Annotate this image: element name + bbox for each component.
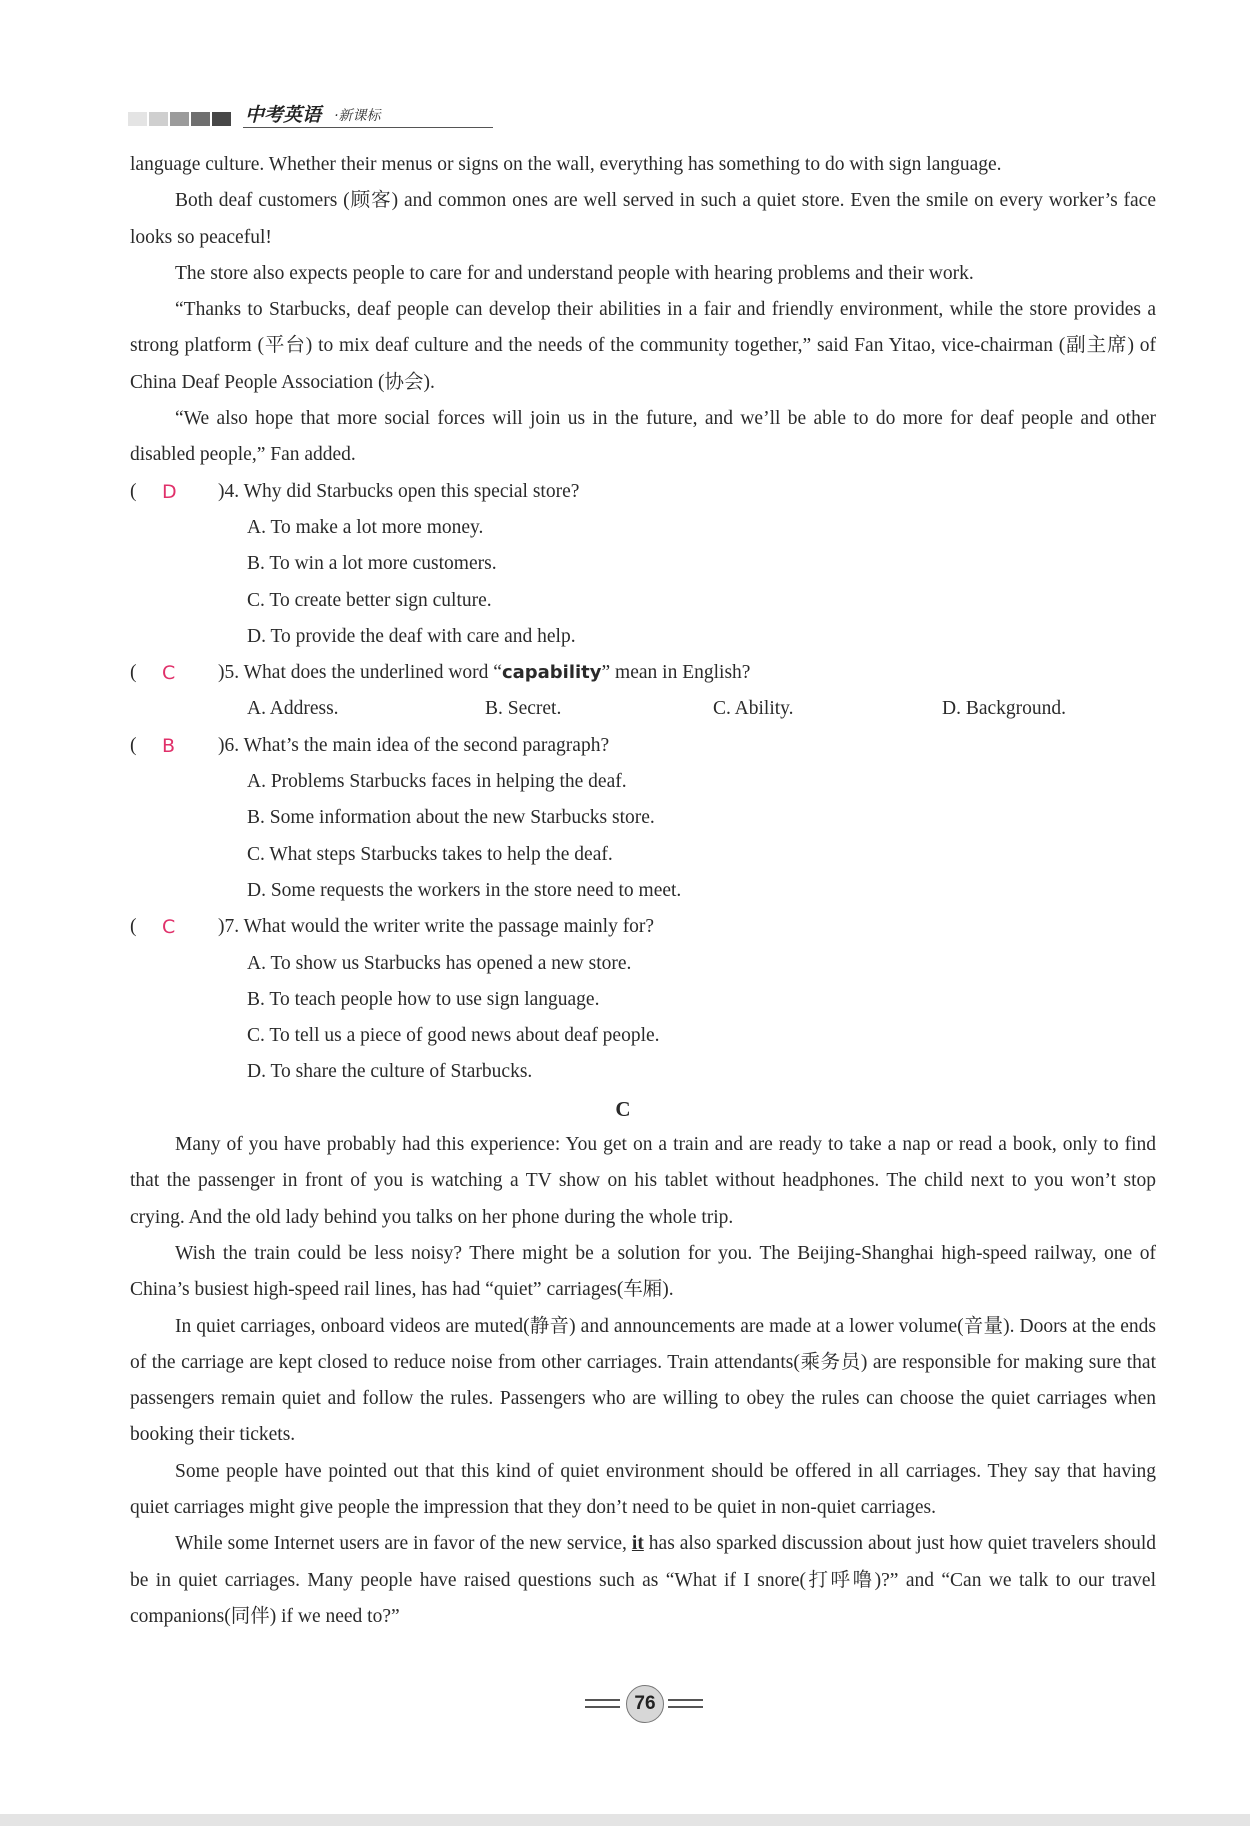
option: A. Address.: [247, 698, 339, 720]
option: A. To make a lot more money.: [247, 516, 484, 538]
answer-paren: (: [130, 734, 137, 756]
section-label: C: [615, 1096, 631, 1121]
answer-paren: (: [130, 480, 137, 502]
option: A. To show us Starbucks has opened a new store.: [247, 952, 632, 974]
answer-paren: (: [130, 916, 137, 938]
header-block: [170, 112, 189, 126]
question-text-after: ” mean in English?: [601, 662, 751, 684]
passage-c-paragraph: Some people have pointed out that this kind of quiet environment should be offered in all carriages. They say that having quiet carriages might give people the impression that they don’t need to be quiet in non-quiet carriages.: [130, 1460, 1156, 1518]
question-7: [130, 909, 1156, 945]
option: D. To share the culture of Starbucks.: [247, 1061, 533, 1083]
page-number-rule: [585, 1706, 620, 1708]
question-6: [130, 728, 1156, 764]
answer-mark: C: [162, 662, 176, 685]
paragraph-text-before: While some Internet users are in favor of the new service,: [175, 1533, 632, 1555]
passage-b-paragraph: Both deaf customers (顾客) and common ones are well served in such a quiet store. Even the smile on every worker’s face looks so peaceful!: [130, 190, 1156, 248]
passage-c-paragraph: [130, 1526, 1156, 1635]
option: D. To provide the deaf with care and help.: [247, 625, 576, 647]
page-number-rule: [668, 1706, 703, 1708]
page-number-rule: [668, 1699, 703, 1701]
question-text: [218, 655, 750, 691]
answer-mark: D: [162, 480, 177, 503]
question-text: )7. What would the writer write the passage mainly for?: [218, 916, 655, 938]
header-rule: [243, 127, 493, 128]
option: C. To tell us a piece of good news about deaf people.: [247, 1025, 660, 1047]
book-subtitle: ·新课标: [334, 108, 381, 124]
passage-b-paragraph: “We also hope that more social forces will join us in the future, and we’ll be able to do more for deaf people and other disabled people,” Fan added.: [130, 408, 1156, 466]
option: D. Background.: [942, 698, 1067, 720]
header-block: [212, 112, 231, 126]
keyword-capability: capability: [501, 662, 602, 684]
page-number-rule: [585, 1699, 620, 1701]
passage-b-paragraph: language culture. Whether their menus or signs on the wall, everything has something to do with sign language.: [130, 154, 1002, 175]
option: D. Some requests the workers in the store need to meet.: [247, 879, 682, 901]
page-content: [130, 147, 1156, 1635]
header-block: [191, 112, 210, 126]
passage-c-paragraph: Many of you have probably had this experience: You get on a train and are ready to take a nap or read a book, only to find that the passenger in front of you is watching a TV show on his tablet without headphones. The child next to you won’t stop crying. And the old lady behind you talks on her phone during the whole trip.: [130, 1134, 1156, 1228]
option: B. Some information about the new Starbucks store.: [247, 807, 655, 829]
question-4: [130, 474, 1156, 510]
option: C. Ability.: [713, 698, 794, 720]
header-block: [128, 112, 147, 126]
passage-b-paragraph: “Thanks to Starbucks, deaf people can develop their abilities in a fair and friendly environment, while the store provides a strong platform (平台) to mix deaf culture and the needs of the community together,” said Fan Yitao, vice-chairman (副主席) of China Deaf People Association (协会).: [130, 299, 1156, 393]
page-header: [128, 100, 493, 130]
answer-mark: B: [162, 734, 176, 757]
question-text-before: )5. What does the underlined word “: [218, 662, 502, 684]
option: B. To teach people how to use sign language.: [247, 988, 600, 1010]
option: B. Secret.: [485, 698, 562, 720]
option: C. What steps Starbucks takes to help the deaf.: [247, 843, 613, 865]
option-row: [130, 691, 1156, 727]
option: C. To create better sign culture.: [247, 589, 492, 611]
option: B. To win a lot more customers.: [247, 553, 497, 575]
passage-c-paragraph: In quiet carriages, onboard videos are muted(静音) and announcements are made at a lower volume(音量). Doors at the ends of the carriage are kept closed to reduce noise from other carriages. Train attendants(乘务员) are responsible for making sure that passengers remain quiet and follow the rules. Passengers who are willing to obey the rules can choose the quiet carriages when booking their tickets.: [130, 1315, 1156, 1446]
passage-b-paragraph: The store also expects people to care for and understand people with hearing problems and their work.: [175, 262, 974, 284]
page-number: [585, 1685, 705, 1725]
header-block: [149, 112, 168, 126]
question-text: )4. Why did Starbucks open this special store?: [218, 480, 580, 502]
answer-paren: (: [130, 662, 137, 684]
question-5: [130, 655, 1156, 691]
paragraph-text-after: has also sparked discussion about just how quiet travelers should be in quiet carriages. Many people have raised questions such as “What if I snore(打呼噜)?” and “Can we talk to our travel companions(同伴) if we need to?”: [130, 1533, 1156, 1627]
question-text: )6. What’s the main idea of the second paragraph?: [218, 734, 610, 756]
header-decoration: [128, 112, 231, 126]
answer-mark: C: [162, 916, 176, 939]
scan-edge: [0, 1814, 1250, 1826]
option: A. Problems Starbucks faces in helping the deaf.: [247, 771, 627, 793]
page-number-value: 76: [626, 1685, 664, 1723]
book-title: 中考英语: [245, 104, 322, 126]
underlined-word-it: it: [631, 1533, 644, 1555]
passage-c-paragraph: Wish the train could be less noisy? There might be a solution for you. The Beijing-Shanghai high-speed railway, one of China’s busiest high-speed rail lines, has had “quiet” carriages(车厢).: [130, 1242, 1156, 1301]
